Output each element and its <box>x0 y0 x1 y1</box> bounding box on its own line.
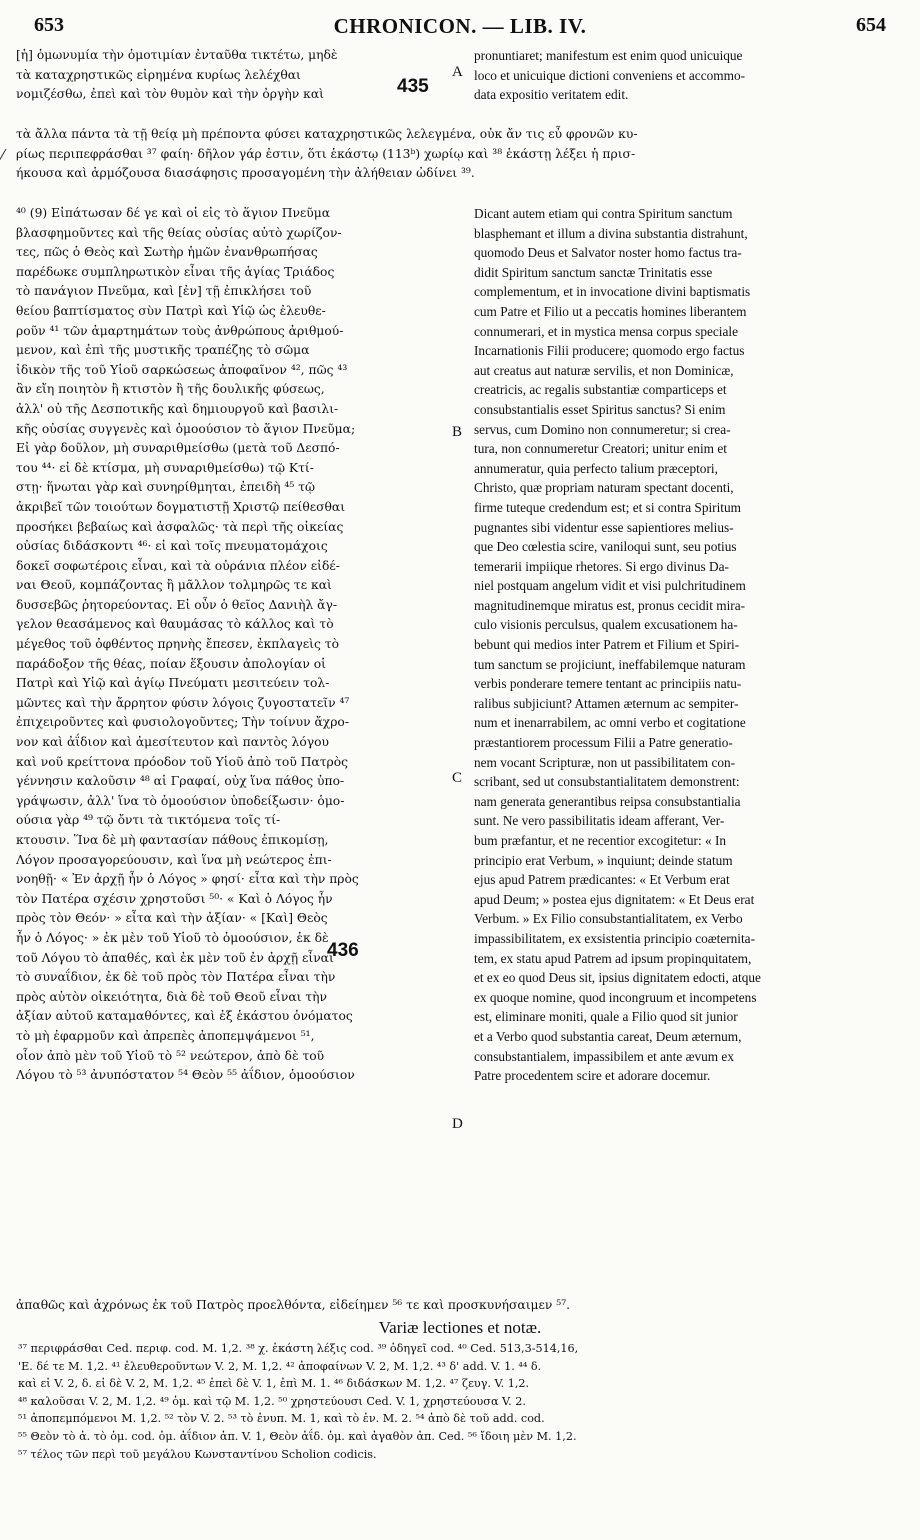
latin-line: loco et unicuique dictioni conveniens et accommo- <box>474 67 746 83</box>
greek-line: οὐσίας διδάσκοντι ⁴⁶· εἰ καὶ τοῖς πνευματομάχοις <box>16 539 328 554</box>
latin-line: blasphemant et illum a divina substantia distrahunt, <box>474 225 748 241</box>
greek-line: ἦν ὁ Λόγος· » ἐκ μὲν τοῦ Υἱοῦ τὸ ὁμοούσιον, ἐκ δὲ <box>16 930 329 945</box>
section-marker-a: A <box>452 64 463 80</box>
latin-line: cum Patre et Filio ut a peccatis homines liberantem <box>474 303 747 319</box>
note-line: ⁴⁸ καλοῦσαι V. 2, M. 1,2. ⁴⁹ ὁμ. καὶ τῷ M. 1,2. ⁵⁰ χρηστεύουσι Ced. V. 1, χρηστεύουσα V. 2. <box>18 1394 526 1408</box>
greek-line: γέννησιν καλοῦσιν ⁴⁸ αἱ Γραφαί, οὐχ ἵνα πάθος ὑπο- <box>16 774 345 789</box>
latin-line: pronuntiaret; manifestum est enim quod unicuique <box>474 48 743 63</box>
greek-line: ἂν εἴη ποιητὸν ἢ κτιστὸν ἢ τῆς δουλικῆς φύσεως, <box>16 382 325 397</box>
greek-line: [ἡ] ὁμωνυμία τὴν ὁμοτιμίαν ἐνταῦθα τικτέτω, μηδὲ <box>16 48 338 62</box>
latin-line: ejus apud Patrem prædicantes: « Et Verbum erat <box>474 872 730 888</box>
top-latin-column <box>474 46 888 105</box>
note-line: ⁵¹ ἀποπεμπόμενοι M. 1,2. ⁵² τὸν V. 2. ⁵³ τὸ ἐνυπ. M. 1, καὶ τὸ ἐν. M. 2. ⁵⁴ ἀπὸ δὲ τοῦ add. cod. <box>18 1412 545 1426</box>
latin-line: connumerari, et in mystica mensa corpus speciale <box>474 323 738 339</box>
latin-line: temerarii impiique rhetores. Si ergo divinus Da- <box>474 558 729 574</box>
greek-line: ναι Θεοῦ, κομπάζοντας ἢ μᾶλλον τολμηρῶς τε καὶ <box>16 578 332 593</box>
latin-line: niel postquam angelum vidit et visi pulchritudinem <box>474 578 746 594</box>
latin-line: que Deo cœlestia scire, vaniloqui sunt, seu potius <box>474 539 737 555</box>
latin-line: tura, non connumeretur Creatori; unitur enim et <box>474 441 727 457</box>
running-title: CHRONICON. — LIB. IV. <box>333 14 587 38</box>
latin-line: nem vocant Scripturæ, non ut passibilitatem con- <box>474 754 736 770</box>
greek-line: μενον, καὶ ἐπὶ τῆς μυστικῆς τραπέζης τὸ σῶμα <box>16 343 310 358</box>
greek-line: Λόγον προσαγορεύουσιν, καὶ ἵνα μὴ νεώτερος ἐπι- <box>16 852 332 867</box>
full-width-greek <box>16 125 888 184</box>
greek-line: κτουσιν. Ἵνα δὲ μὴ φαντασίαν πάθους ἐπικομίσῃ, <box>16 833 329 847</box>
greek-line: τὰ καταχρηστικῶς εἰρημένα κυρίως λελέχθαι <box>16 67 301 82</box>
notes-title: Variæ lectiones et notæ. <box>378 1318 542 1337</box>
greek-line: ⁴⁰ (9) Εἰπάτωσαν δέ γε καὶ οἱ εἰς τὸ ἅγιον Πνεῦμα <box>16 206 331 220</box>
greek-line: ἀκριβεῖ τῶν τοιούτων δογματιστῇ Χριστῷ πείθεσθαι <box>16 499 346 514</box>
greek-line: βλασφημοῦντες καὶ τῆς θείας οὐσίας αὐτὸ χωρίζον- <box>16 225 342 240</box>
greek-line: νομιζέσθω, ἐπεὶ καὶ τὸν θυμὸν καὶ τὴν ὀργὴν καὶ <box>16 87 324 102</box>
section-marker-c: C <box>452 770 463 786</box>
note-line: ³⁷ περιφράσθαι Ced. περιφ. cod. M. 1,2. ³⁸ χ. ἑκάστη λέξις cod. ³⁹ ὁδηγεῖ cod. ⁴⁰ Ced. 513,3-514,16, <box>18 1342 579 1355</box>
greek-line: παράδοξον τῆς θέας, ποίαν ἕξουσιν ἀπολογίαν οἱ <box>16 656 326 671</box>
greek-line: νοηθῇ· « Ἐν ἀρχῇ ἦν ὁ Λόγος » φησί· εἶτα καὶ τὴν πρὸς <box>16 872 359 887</box>
greek-line: θείου βαπτίσματος σὺν Πατρὶ καὶ Υἱῷ ὡς ἐλευθε- <box>16 303 326 318</box>
latin-line: tum sanctum se projiciunt, ineffabilemque naturam <box>474 656 746 672</box>
greek-line: δυσσεβῶς ῥητορεύοντας. Εἰ οὖν ὁ θεῖος Δανιὴλ ἄγ- <box>16 597 337 612</box>
greek-line: τὰ ἄλλα πάντα τὰ τῇ θείᾳ μὴ πρέποντα φύσει καταχρηστικῶς λελεγμένα, οὐκ ἄν τις εὖ φρονῶν κυ- <box>16 127 638 141</box>
greek-line: Πατρὶ καὶ Υἱῷ καὶ ἁγίῳ Πνεύματι μεσιτεύειν τολ- <box>16 676 330 691</box>
greek-line: μέγεθος τοῦ ὀφθέντος πρηνὴς ἔπεσεν, ἐκπλαγεὶς τὸ <box>16 637 339 652</box>
note-line: ⁵⁷ τέλος τῶν περὶ τοῦ μεγάλου Κωνσταντίνου Scholion codicis. <box>18 1447 377 1461</box>
greek-line: παρέδωκε συμπληρωτικὸν εἶναι τῆς ἁγίας Τριάδος <box>16 264 335 279</box>
greek-line: καὶ νοῦ κρείττονα πρόοδον τοῦ Υἱοῦ ἀπὸ τοῦ Πατρὸς <box>16 754 349 769</box>
latin-line: Patre procedentem scire et adorare docemur. <box>474 1068 711 1084</box>
margin-mark <box>0 149 6 162</box>
latin-line: firme tuteque credendum est; et si contra Spiritum <box>474 499 741 515</box>
greek-line: τοῦ Λόγου τὸ ἀπαθές, καὶ ἐκ μὲν τοῦ ἐν ἀρχῇ εἶναι <box>16 950 334 965</box>
final-greek-line: ἀπαθῶς καὶ ἀχρόνως ἐκ τοῦ Πατρὸς προελθόντα, εἰδείημεν ⁵⁶ τε καὶ προσκυνήσαιμεν ⁵⁷. <box>16 1298 571 1312</box>
latin-line: Christo, quæ propriam naturam spectant docenti, <box>474 480 734 496</box>
latin-line: ex quoque nomine, quod incongruum et incompetens <box>474 989 757 1005</box>
greek-line: τὸν Πατέρα σχέσιν χρηστοῦσι ⁵⁰· « Καὶ ὁ Λόγος ἦν <box>16 891 333 906</box>
latin-line: servus, cum Domino non connumeretur; si crea- <box>474 421 731 437</box>
greek-line: ἀλλ' οὐ τῆς Δεσποτικῆς καὶ δημιουργοῦ καὶ βασιλι- <box>16 401 339 416</box>
latin-line: culo visionis perculsus, qualem excusationem ha- <box>474 617 738 633</box>
note-line: καὶ εἰ V. 2, δ. εἰ δὲ V. 2, M. 1,2. ⁴⁵ ἐπεὶ δὲ V. 1, ἐπὶ M. 1. ⁴⁶ διδάσκων M. 1,2. ⁴⁷ ζευγ. V. 1,2. <box>18 1377 530 1391</box>
latin-line: magnitudinemque miratus est, pronus cecidit mira- <box>474 597 746 613</box>
greek-line: τὸ πανάγιον Πνεῦμα, καὶ [ἐν] τῇ ἐπικλήσει τοῦ <box>16 284 312 299</box>
greek-line: του ⁴⁴· εἰ δὲ κτίσμα, μὴ συναριθμείσθω) τῷ Κτί- <box>16 460 314 475</box>
note-line: 'Ε. δέ τε M. 1,2. ⁴¹ ἐλευθεροῦντων V. 2, M. 1,2. ⁴² ἀποφαίνων V. 2, M. 1,2. ⁴³ δ' add. V. 1. ⁴⁴ δ. <box>18 1359 542 1373</box>
section-marker-d: D <box>452 1116 463 1132</box>
latin-line: verbis ponderare temere tentant ac principiis natu- <box>474 676 742 692</box>
greek-line: μῶντες καὶ τὴν ἄρρητον φύσιν λόγοις ζυγοστατεῖν ⁴⁷ <box>16 695 350 710</box>
greek-line: νον καὶ ἀΐδιον καὶ ἀμεσίτευτον καὶ παντὸς λόγου <box>16 735 329 750</box>
latin-line: bebunt qui medios inter Patrem et Filium et Spiri- <box>474 637 740 653</box>
latin-line: præstantiorem processum Filii a Patre generatio- <box>474 735 733 751</box>
latin-line: consubstantialis esset Spiritus sanctus? Si enim <box>474 401 726 417</box>
greek-line: ἀξίαν αὐτοῦ καταμαθόντες, καὶ ἐξ ἑκάστου ὀνόματος <box>16 1009 353 1024</box>
greek-line: κῆς οὐσίας συγγενὲς καὶ ὁμοούσιον τὸ ἅγιον Πνεῦμα; <box>16 421 356 436</box>
latin-line: et ex eo quod Deus sit, ipsius dignitatem edocti, atque <box>474 970 761 986</box>
greek-line: τὸ συναΐδιον, ἐκ δὲ τοῦ πρὸς τὸν Πατέρα εἶναι τὴν <box>16 970 336 985</box>
latin-line: Dicant autem etiam qui contra Spiritum sanctum <box>474 206 733 221</box>
latin-line: principio erat Verbum, » inquiunt; deinde statum <box>474 852 733 868</box>
greek-line: τες, πῶς ὁ Θεὸς καὶ Σωτὴρ ἡμῶν ἐνανθρωπήσας <box>16 245 318 260</box>
latin-line: scribant, sed ut consubstantialitatem demonstrent: <box>474 774 740 790</box>
latin-line: est, eliminare moniti, quale a Filio quod sit junior <box>474 1009 738 1025</box>
greek-line: πρὸς αὐτὸν οἰκειότητα, διὰ δὲ τοῦ Θεοῦ εἶναι τὴν <box>16 989 328 1004</box>
section-marker-b: B <box>452 424 463 440</box>
latin-line: Verbum. » Ex Filio consubstantialitatem, ex Verbo <box>474 911 743 927</box>
greek-line: προσήκει βεβαίως καὶ ἀσφαλῶς· τὰ περὶ τῆς οἰκείας <box>16 519 344 534</box>
note-line: ⁵⁵ Θεὸν τὸ ἀ. τὸ ὁμ. cod. ὁμ. ἀΐδιον ἀπ. V. 1, Θεὸν ἀΐδ. ὁμ. καὶ ἀγαθὸν ἀπ. Ced. ⁵⁶ ἴδοιη μὲν M. 1,2. <box>18 1429 577 1443</box>
greek-line: Λόγου τὸ ⁵³ ἀνυπόστατον ⁵⁴ Θεὸν ⁵⁵ ἀΐδιον, ὁμοούσιον <box>16 1068 355 1083</box>
latin-line: impassibilitatem, ex exsistentia principio coæternita- <box>474 930 756 946</box>
greek-line: στῃ· ἥνωται γὰρ καὶ συνηρίθμηται, ἐπειδὴ ⁴⁵ τῷ <box>16 480 316 495</box>
latin-line: aut creatus aut naturæ servilis, et non Dominicæ, <box>474 362 734 378</box>
latin-line: data expositio veritatem edit. <box>474 87 629 103</box>
latin-line: tem, ex statu apud Patrem ad ipsum propinquitatem, <box>474 950 752 966</box>
latin-line: quomodo Deus et Salvator noster homo factus tra- <box>474 245 742 261</box>
greek-line: ἰδικὸν τῆς τοῦ Υἱοῦ σαρκώσεως ἀποφαῖνον ⁴², πῶς ⁴³ <box>16 362 348 377</box>
latin-column <box>474 204 888 1086</box>
latin-line: pugnantes sibi videntur esse sapientiores melius- <box>474 519 734 535</box>
page-header <box>34 14 886 48</box>
greek-line: Εἰ γὰρ δοῦλον, μὴ συναριθμείσθω (μετὰ τοῦ Δεσπό- <box>16 441 340 456</box>
latin-line: creatricis, ac regalis substantiæ comparticeps et <box>474 382 727 398</box>
greek-line: δοκεῖ σοφωτέροις εἶναι, καὶ τὰ οὐράνια πλέον εἰδέ- <box>16 558 340 573</box>
latin-line: ralibus subjiciunt? Attamen æternum ac sempiter- <box>474 695 739 711</box>
greek-line: ρίως περιπεφράσθαι ³⁷ φαίη· δῆλον γάρ ἐστιν, ὅτι ἑκάστῳ (113ᵇ) χωρίῳ καὶ ³⁸ ἑκάστῃ λέξει ἡ πρισ- <box>16 146 636 161</box>
margin-number-435: 435 <box>397 76 429 97</box>
greek-line: οἷον ἀπὸ μὲν τοῦ Υἱοῦ τὸ ⁵² νεώτερον, ἀπὸ δὲ τοῦ <box>16 1048 325 1063</box>
latin-line: sunt. Ne vero passibilitatis ideam afferant, Ver- <box>474 813 725 829</box>
variant-notes <box>18 1340 888 1463</box>
latin-line: Incarnationis Filii producere; quomodo ergo factus <box>474 343 745 359</box>
latin-line: annumeratur, quia perfecto talium præceptori, <box>474 460 718 476</box>
latin-line: consubstantialem, impassibilem et ante ævum ex <box>474 1048 734 1064</box>
greek-line: γράψωσιν, ἀλλ' ἵνα τὸ ὁμοούσιον ὑποδείξωσιν· ὁμο- <box>16 793 345 808</box>
latin-line: nam generata generantibus reipsa consubstantialia <box>474 793 741 809</box>
greek-line: ἐπιχειροῦντες καὶ φυσιολογοῦντες; Τὴν τοίνυν ἄχρο- <box>16 715 349 730</box>
margin-number-436: 436 <box>327 940 359 961</box>
greek-line: ροῦν ⁴¹ τῶν ἁμαρτημάτων τοὺς ἀνθρώπους ἀριθμού- <box>16 323 344 338</box>
latin-line: apud Deum; » postea ejus dignitatem: « Et Deus erat <box>474 891 755 907</box>
top-greek-column <box>16 46 459 105</box>
page-number-right: 654 <box>856 14 886 36</box>
page-number-left: 653 <box>34 14 64 36</box>
greek-line: πρὸς τὸν Θεόν· » εἶτα καὶ τὴν ἀξίαν· « [Καὶ] Θεὸς <box>16 911 328 926</box>
greek-line: ούσια γὰρ ⁴⁹ τῷ ὄντι τὰ τικτόμενα τοῖς τί- <box>16 813 281 828</box>
latin-line: num et inenarrabilem, ac omni verbo et cogitatione <box>474 715 746 731</box>
greek-line: γελον θεασάμενος καὶ θαυμάσας τὸ κάλλος καὶ τὸ <box>16 617 334 632</box>
greek-line: ήκουσα καὶ ἁρμόζουσα διασάφησις προσαγομένη τὴν ἀλήθειαν ὠδίνει ³⁹. <box>16 166 475 181</box>
latin-line: bum præfantur, et ne recentior excogitetur: « In <box>474 833 727 848</box>
greek-line: τὸ μὴ ἐφαρμοῦν καὶ ἀπρεπὲς ἀποπεμψάμενοι ⁵¹, <box>16 1028 315 1043</box>
greek-column <box>16 204 459 1086</box>
latin-line: et a Verbo quod substantia careat, Deum æternum, <box>474 1028 742 1044</box>
latin-line: didit Spiritum sanctum sanctæ Trinitatis esse <box>474 264 713 280</box>
latin-line: complementum, et in invocatione divini baptismatis <box>474 284 751 300</box>
